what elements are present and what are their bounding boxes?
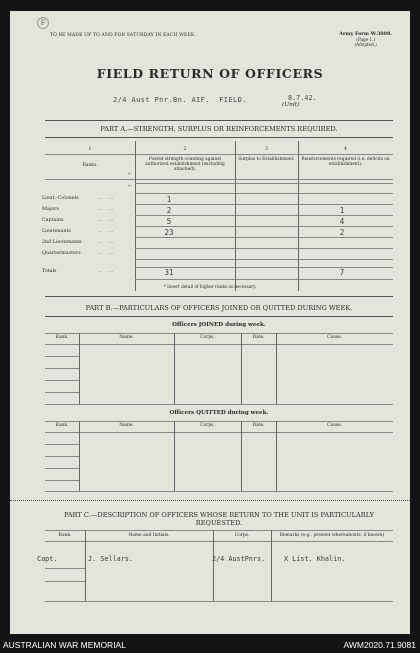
table-rule xyxy=(45,468,79,469)
table-col-line xyxy=(213,530,214,601)
star-row-marker: * xyxy=(128,185,131,190)
part-b-title: PART B.—PARTICULARS OF OFFICERS JOINED OR QUITTED DURING WEEK. xyxy=(85,304,353,312)
table-col-line xyxy=(241,333,242,404)
reinf-value: 1 xyxy=(339,206,345,215)
unit-caption: (Unit) xyxy=(282,102,300,108)
col-header: Corps. xyxy=(200,423,215,428)
divider xyxy=(45,137,393,138)
table-rule xyxy=(45,356,79,357)
table-rule xyxy=(45,541,393,542)
table-rule xyxy=(45,601,393,602)
leader-dots: ... ... xyxy=(98,240,114,245)
leader-dots: ... ... xyxy=(98,207,114,212)
col-number: 4 xyxy=(344,147,347,152)
part-c-name: J. Sellars. xyxy=(88,555,134,563)
col-header: Corps. xyxy=(234,533,250,538)
table-rule xyxy=(45,568,85,569)
corner-stamp: F xyxy=(37,17,49,29)
reinf-value: 4 xyxy=(339,217,345,226)
table-rule xyxy=(135,183,393,184)
rank-label: Lieutenants xyxy=(42,229,71,234)
col-header: Name and Initials. xyxy=(128,533,170,538)
posted-value: 1 xyxy=(166,195,172,204)
table-col-line xyxy=(276,421,277,491)
part-c-corps: 2/4 AustPnrs. xyxy=(212,555,266,563)
table-rule xyxy=(45,581,85,582)
table-rule xyxy=(45,480,79,481)
table-rule xyxy=(45,530,393,531)
col-header-reinforcements: Reinforcements required (i.e. deficits on establishment). xyxy=(301,157,390,167)
rank-label: Lieut.-Colonels xyxy=(42,196,79,201)
archive-credit: AUSTRALIAN WAR MEMORIAL xyxy=(3,640,126,650)
table-col-line xyxy=(298,141,299,291)
table-rule xyxy=(45,368,79,369)
table-rule xyxy=(45,432,393,433)
perforation-line xyxy=(10,500,410,501)
table-col-line xyxy=(174,421,175,491)
table-col-line xyxy=(241,421,242,491)
table-rule xyxy=(45,421,393,422)
table-col-line xyxy=(276,333,277,404)
col-header: Remarks (e.g., present whereabouts, if known) xyxy=(279,533,385,538)
col-header: Corps. xyxy=(200,335,215,340)
leader-dots: ... ... xyxy=(98,269,114,274)
table-col-line xyxy=(235,141,236,291)
posted-value: 5 xyxy=(166,217,172,226)
col-header-posted: Posted strength counting against authorized establishment (excluding attached). xyxy=(145,157,225,172)
table-rule xyxy=(45,404,393,405)
table-rule xyxy=(135,259,393,260)
leader-dots: ... ... xyxy=(98,218,114,223)
table-rule xyxy=(135,248,393,249)
table-col-line xyxy=(79,421,80,491)
reinf-value: 2 xyxy=(339,228,345,237)
col-header: Cause. xyxy=(326,335,343,340)
divider xyxy=(45,120,393,121)
table-rule xyxy=(135,226,393,227)
col-header: Rank. xyxy=(55,423,69,428)
archive-id: AWM2020.71.9081 xyxy=(343,640,416,650)
return-date: 8.7.42. xyxy=(288,94,317,102)
rank-label: Captains xyxy=(42,218,64,223)
form-title: FIELD RETURN OF OFFICERS xyxy=(96,66,324,81)
table-rule xyxy=(45,456,79,457)
part-a-title: PART A.—STRENGTH, SURPLUS OR REINFORCEMENTS REQUIRED. xyxy=(100,125,338,133)
table-col-line xyxy=(174,333,175,404)
part-a-footnote: * Insert detail of higher ranks as necessary. xyxy=(163,284,257,289)
form-sheet xyxy=(10,11,410,634)
col-number: 1 xyxy=(88,147,92,152)
table-rule xyxy=(135,279,393,280)
divider xyxy=(45,316,393,317)
table-rule xyxy=(135,204,393,205)
posted-value: 23 xyxy=(164,228,174,237)
leader-dots: ... ... xyxy=(98,229,114,234)
totals-reinf: 7 xyxy=(339,268,345,277)
table-rule xyxy=(45,333,393,334)
posted-value: 2 xyxy=(166,206,172,215)
col-header: Name. xyxy=(119,423,134,428)
table-col-line xyxy=(85,530,86,601)
col-header-surplus: Surplus to Establishment. xyxy=(238,157,295,162)
part-c-title: PART C.—DESCRIPTION OF OFFICERS WHOSE RETURN TO THE UNIT IS PARTICULARLY REQUESTED. xyxy=(63,511,375,527)
table-rule xyxy=(45,392,79,393)
joined-title: Officers JOINED during week. xyxy=(172,322,266,328)
col-header: Cause. xyxy=(326,423,343,428)
quitted-title: Officers QUITTED during week. xyxy=(169,410,269,416)
rank-label: 2nd Lieutenants xyxy=(42,240,82,245)
col-header: Rank. xyxy=(58,533,72,538)
rank-label: Majors xyxy=(42,207,59,212)
table-rule xyxy=(45,380,79,381)
table-rule xyxy=(135,193,393,194)
table-col-line xyxy=(271,530,272,601)
form-name: Army Form W.3008. xyxy=(339,31,392,37)
table-col-line xyxy=(135,141,136,291)
col-header: Date. xyxy=(252,335,265,340)
table-rule xyxy=(135,215,393,216)
form-identifier xyxy=(339,31,392,47)
divider xyxy=(45,296,393,297)
col-header-ranks: Ranks. xyxy=(82,163,98,168)
part-c-remarks: X List. Khalin. xyxy=(284,555,346,563)
table-rule xyxy=(45,444,79,445)
form-instruction: TO BE MADE UP TO AND FOR SATURDAY IN EACH WEEK. xyxy=(50,33,196,38)
table-rule xyxy=(45,344,393,345)
col-header: Rank. xyxy=(55,335,69,340)
leader-dots: ... ... xyxy=(98,196,114,201)
unit-name: 2/4 Aust Pnr.Bn. AIF. FIELD. xyxy=(113,96,247,104)
leader-dots: ... ... xyxy=(98,251,114,256)
rank-label: Quartermasters xyxy=(42,251,81,256)
col-number: 2 xyxy=(183,147,187,152)
totals-posted: 31 xyxy=(164,268,174,277)
form-page: (Page 1.) xyxy=(356,37,376,42)
table-rule xyxy=(45,491,393,492)
col-header: Date. xyxy=(252,423,265,428)
totals-label: Totals xyxy=(42,269,57,274)
table-rule xyxy=(135,237,393,238)
star-row-marker: * xyxy=(128,173,131,178)
part-c-rank: Capt. xyxy=(37,555,58,563)
table-col-line xyxy=(79,333,80,404)
form-adopted: (Adopted.) xyxy=(354,42,377,47)
col-header: Name. xyxy=(119,335,134,340)
col-number: 3 xyxy=(265,147,268,152)
table-rule xyxy=(45,179,393,180)
table-rule xyxy=(45,154,393,155)
